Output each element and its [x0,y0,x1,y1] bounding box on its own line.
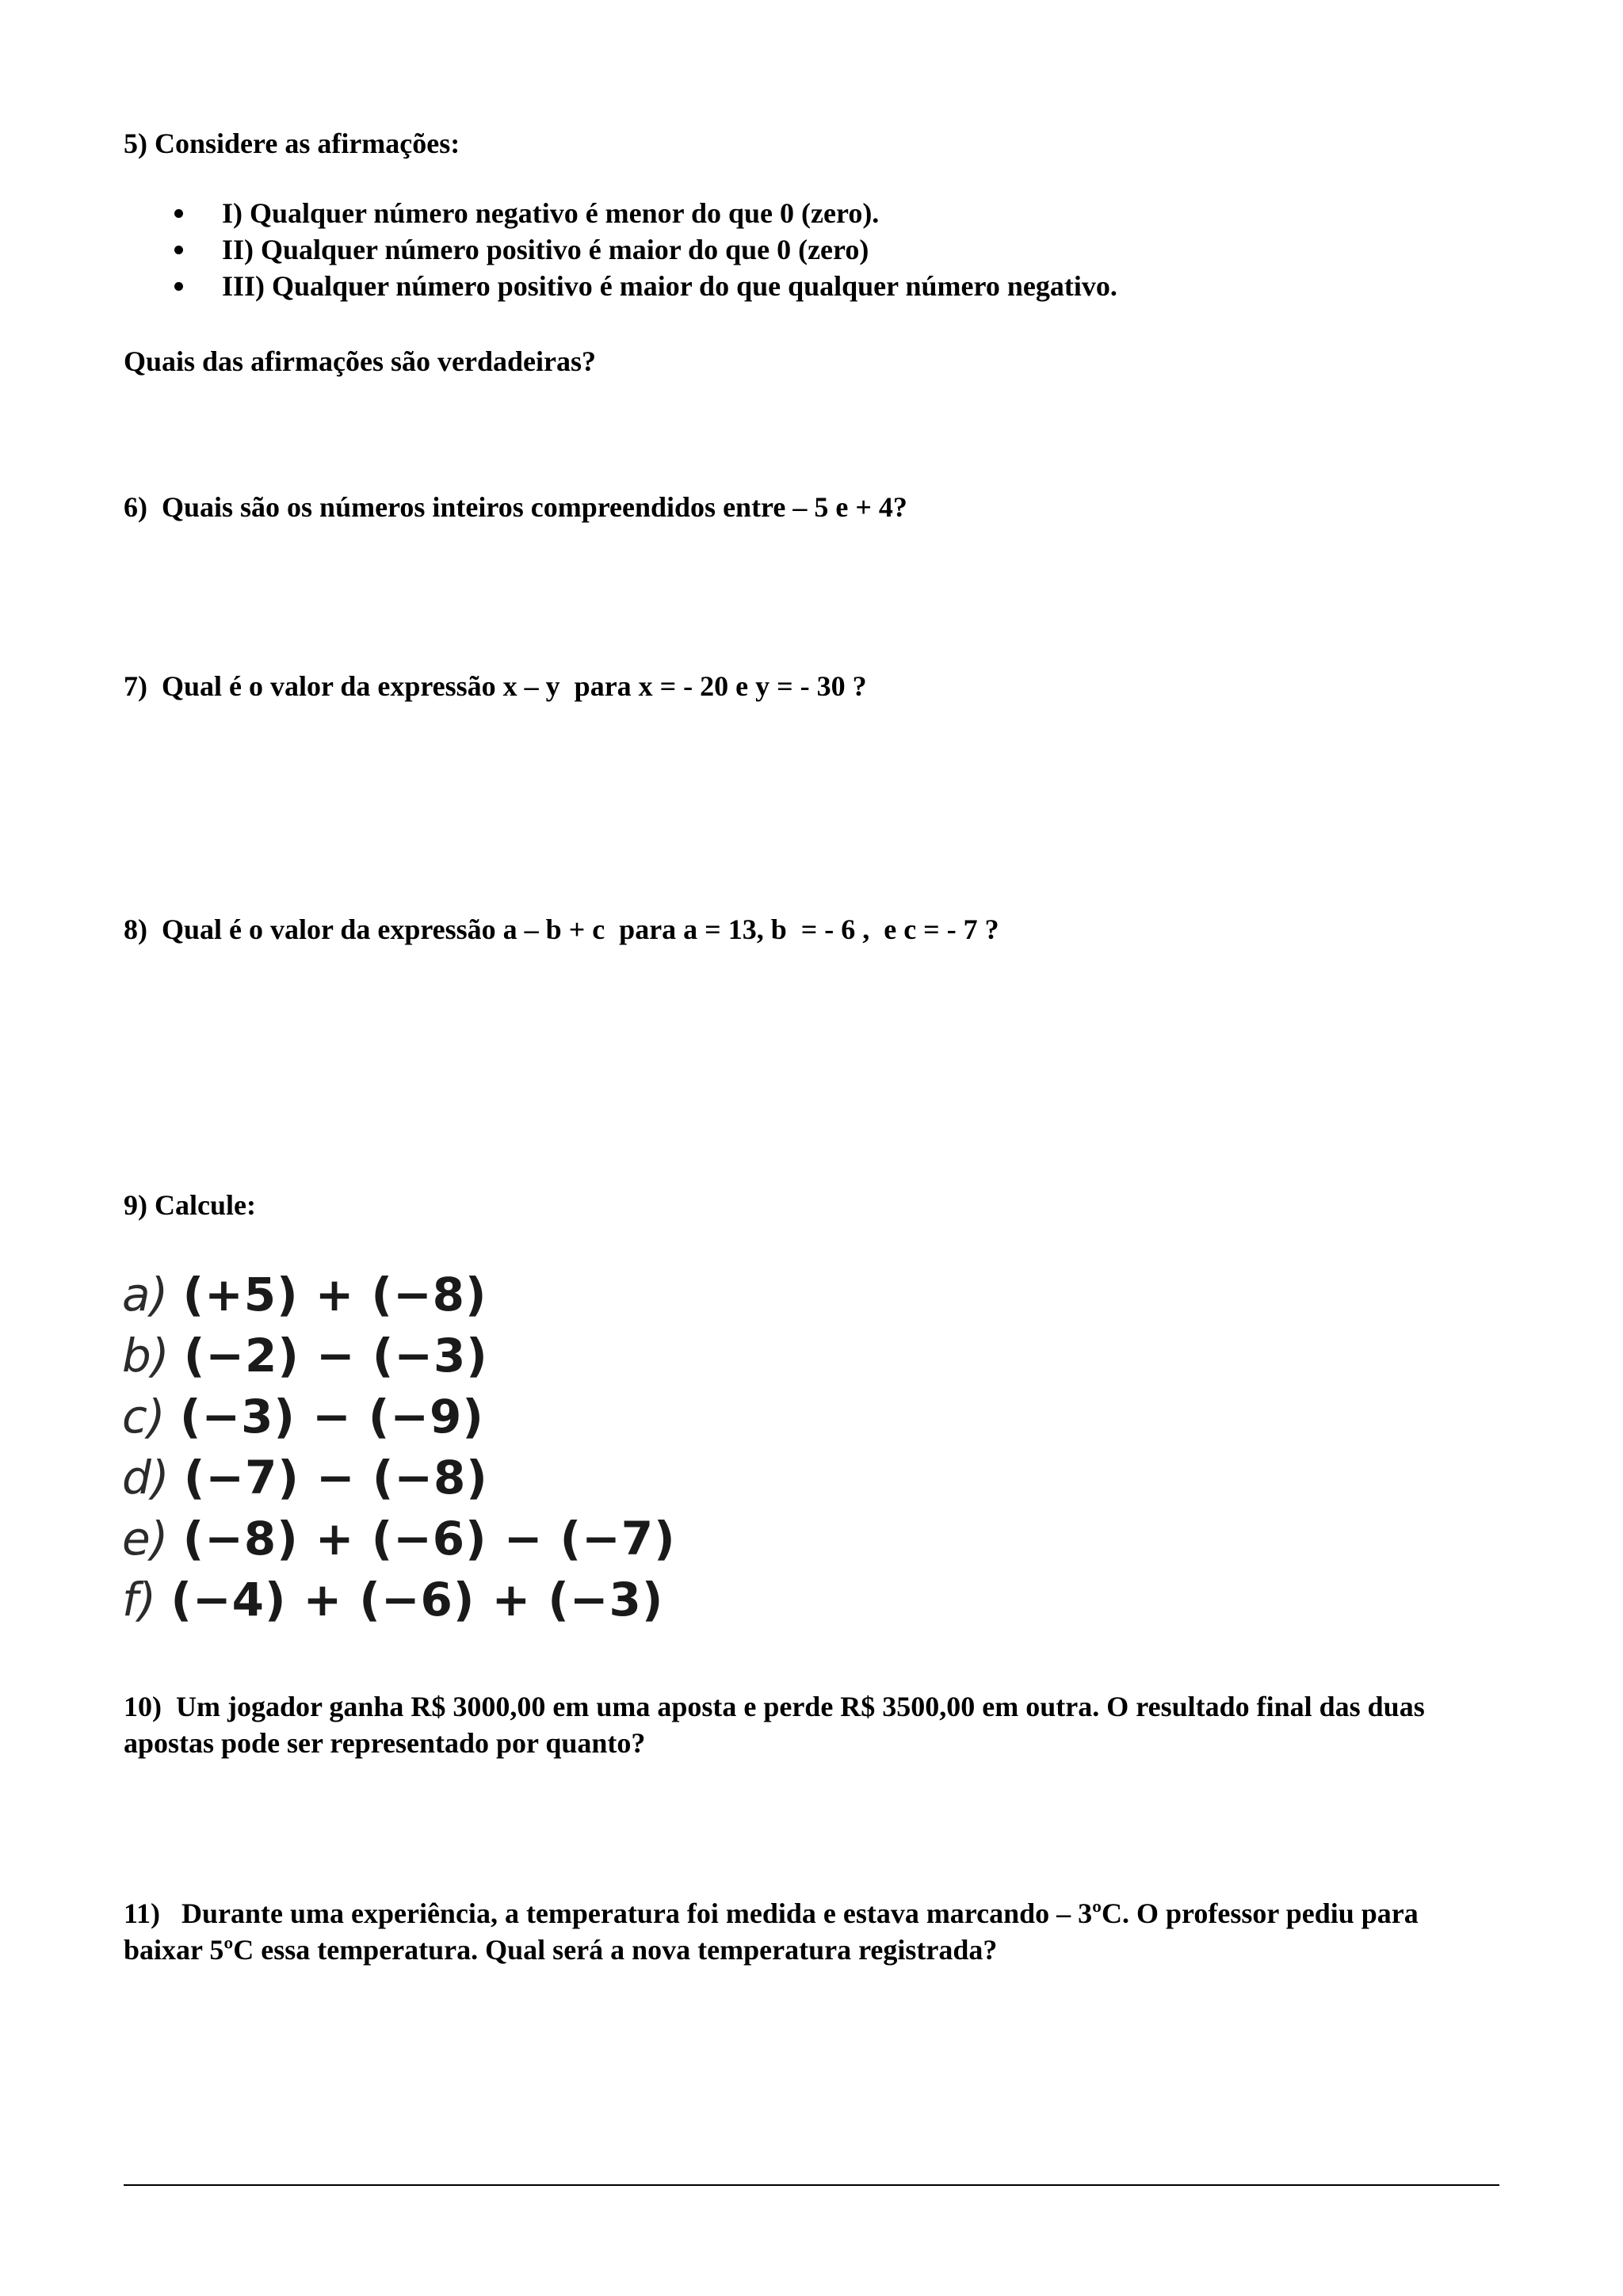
question-6: 6) Quais são os números inteiros compreendidos entre – 5 e + 4? [124,491,907,523]
expression-label: b) [122,1329,170,1383]
bullet-icon [174,246,183,254]
question-9-title: 9) Calcule: [124,1189,256,1221]
expression-label: d) [122,1451,170,1505]
expression-item [122,1325,676,1386]
statement-text: I) Qualquer número negativo é menor do que 0 (zero). [222,197,880,229]
expression-text: (−2) − (−3) [183,1329,488,1383]
bullet-icon [174,209,183,218]
question-7: 7) Qual é o valor da expressão x – y para x = - 20 e y = - 30 ? [124,670,867,702]
statement-text: II) Qualquer número positivo é maior do que 0 (zero) [222,234,869,265]
expression-text: (−8) + (−6) − (−7) [182,1512,676,1566]
statement-item [124,231,1117,268]
bullet-icon [174,282,183,291]
question-5-title: 5) Considere as afirmações: [124,128,460,159]
expression-label: e) [122,1512,169,1566]
expression-item [122,1386,676,1447]
statement-item [124,268,1117,304]
expression-label: f) [122,1573,157,1627]
question-5-statements [124,195,1117,304]
expression-text: (+5) + (−8) [182,1268,487,1322]
question-10: 10) Um jogador ganha R$ 3000,00 em uma aposta e perde R$ 3500,00 em outra. O resultado final das duas apostas pode ser representado por quanto? [124,1691,1432,1759]
expression-item [122,1569,676,1630]
statement-item [124,195,1117,231]
expression-item [122,1508,676,1569]
footer-divider [124,2184,1499,2186]
expression-item [122,1447,676,1508]
expression-label: c) [122,1390,166,1444]
expression-text: (−3) − (−9) [179,1390,484,1444]
expression-label: a) [122,1268,169,1322]
statement-text: III) Qualquer número positivo é maior do que qualquer número negativo. [222,270,1117,302]
question-5-prompt: Quais das afirmações são verdadeiras? [124,345,596,377]
question-9-expressions [122,1264,676,1630]
expression-text: (−7) − (−8) [183,1451,488,1505]
expression-text: (−4) + (−6) + (−3) [170,1573,664,1627]
expression-item [122,1264,676,1325]
question-8: 8) Qual é o valor da expressão a – b + c para a = 13, b = - 6 , e c = - 7 ? [124,913,999,945]
question-11: 11) Durante uma experiência, a temperatura foi medida e estava marcando – 3ºC. O professor pediu para baixar 5ºC essa temperatura. Qual será a nova temperatura registrada? [124,1897,1426,1966]
